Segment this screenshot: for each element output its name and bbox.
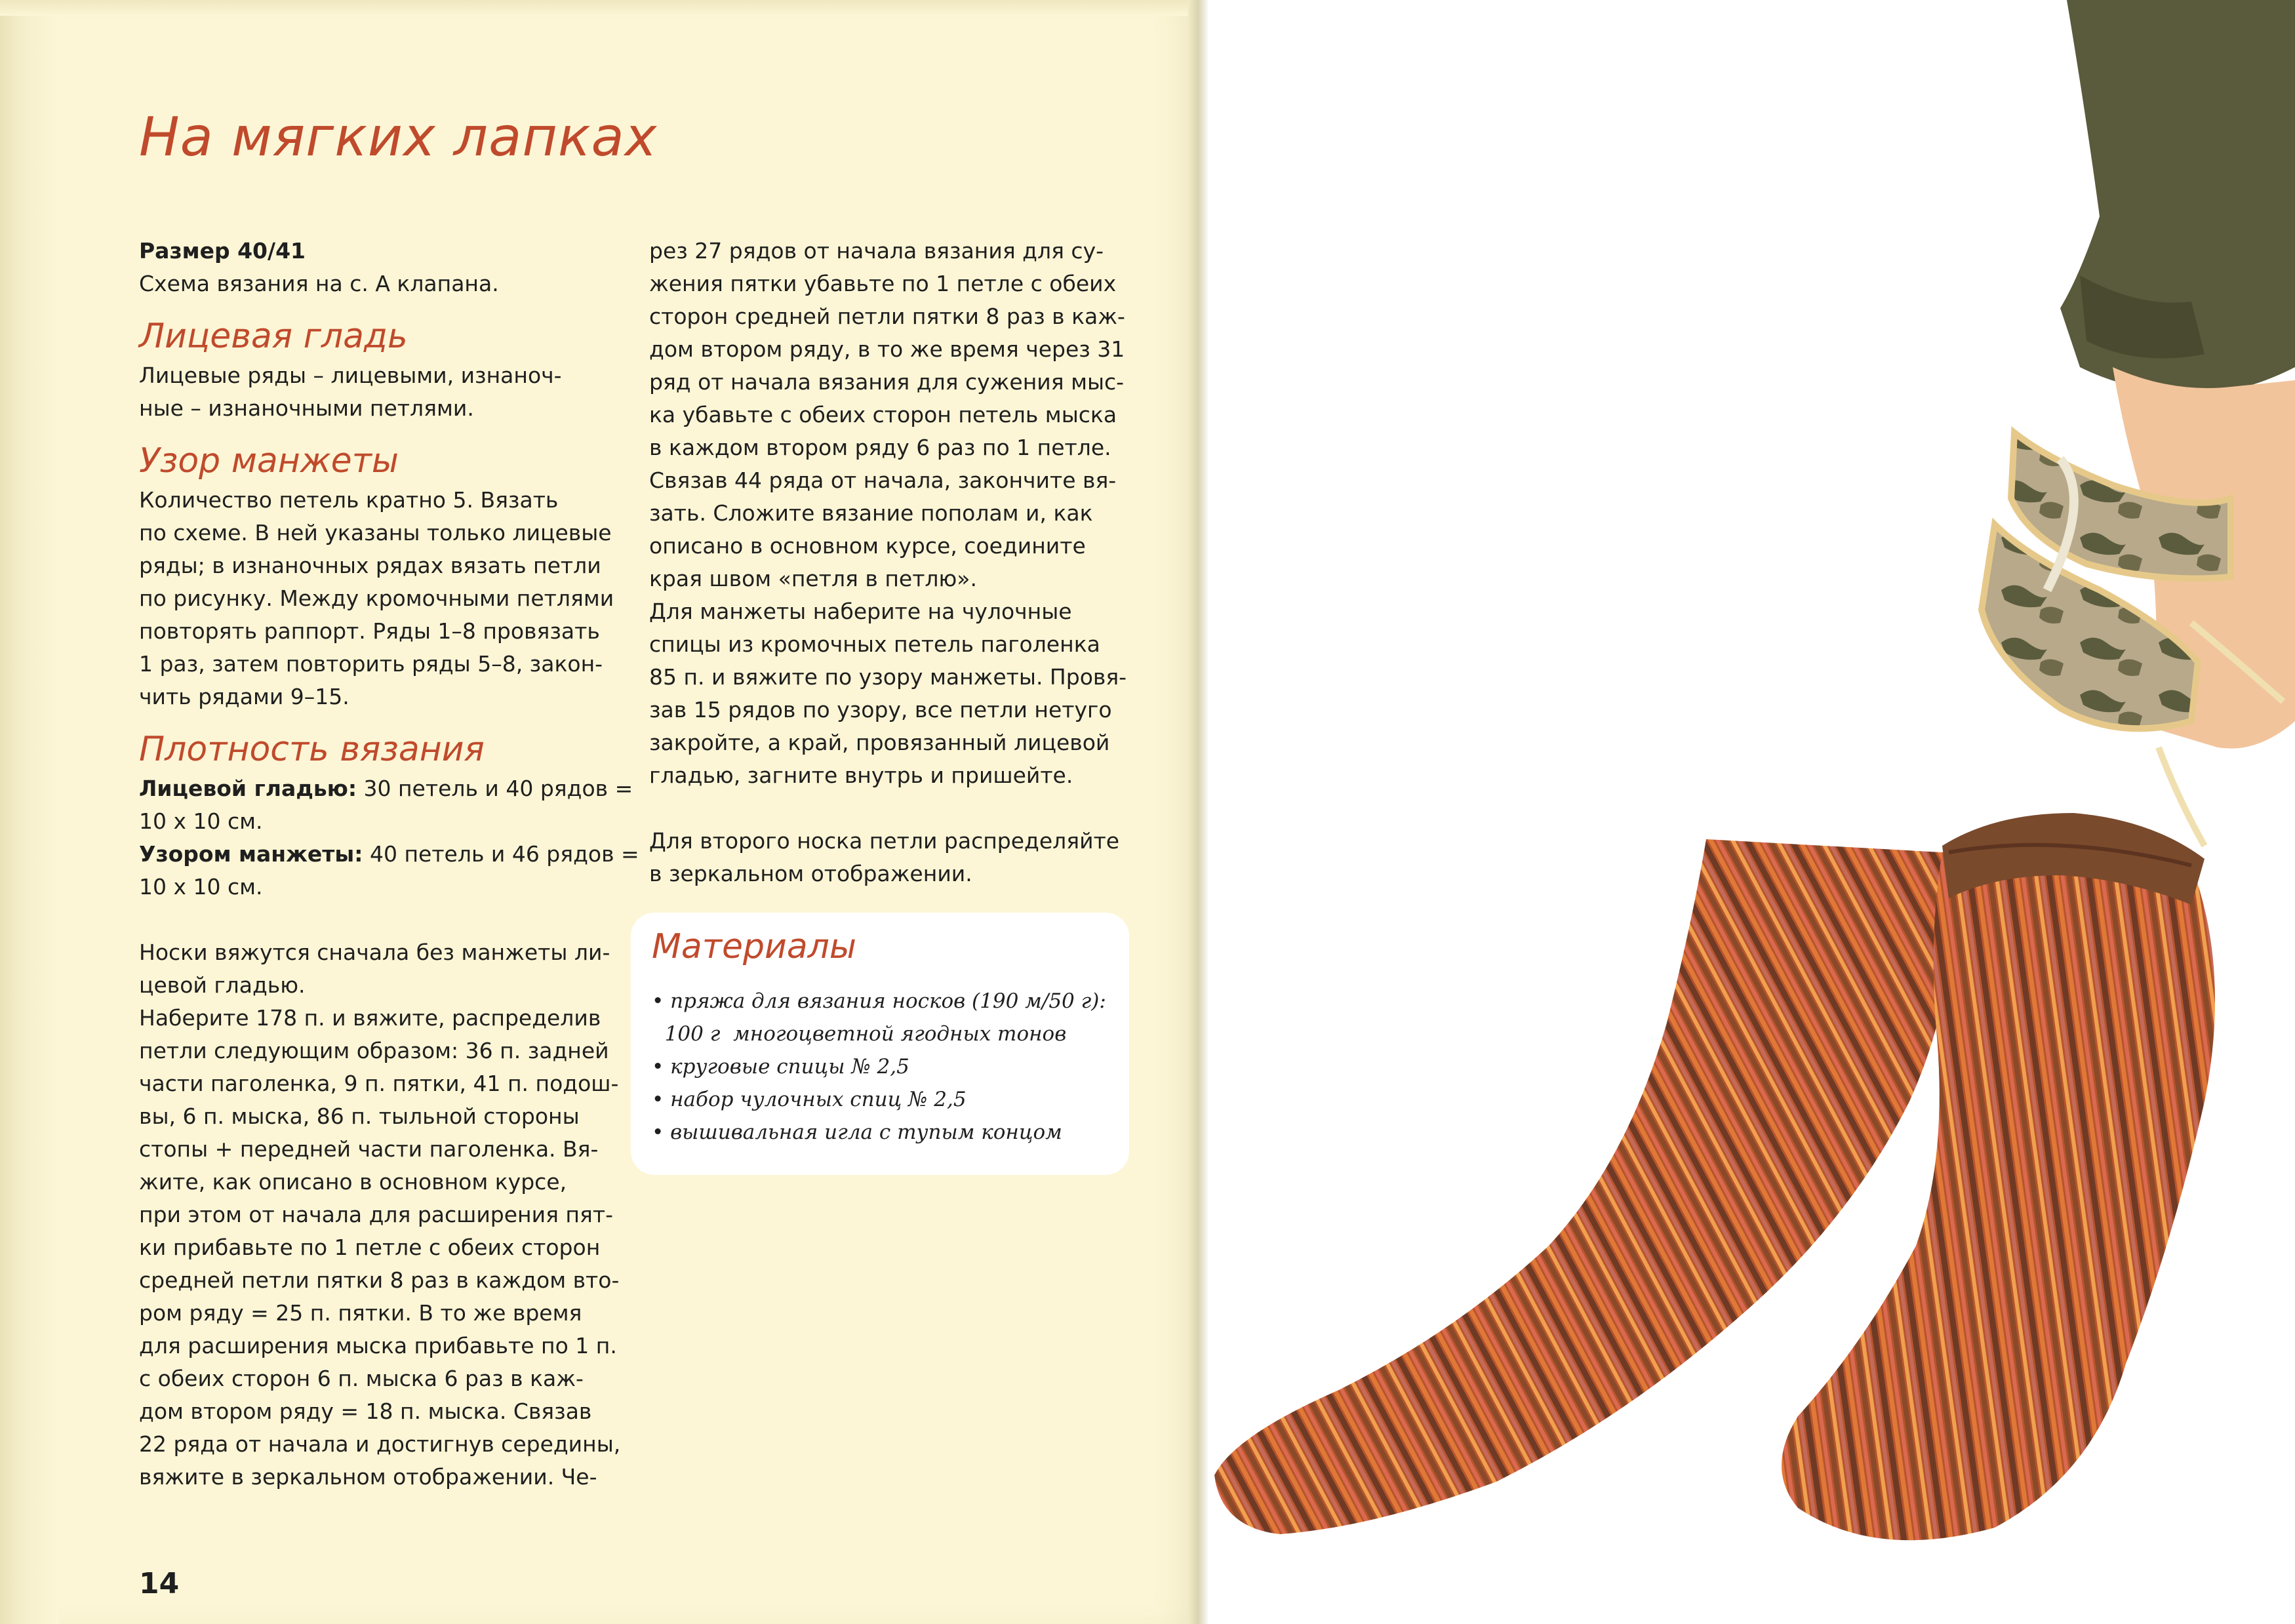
body-line: цевой гладью. xyxy=(139,972,306,998)
gauge-heading: Плотность вязания xyxy=(139,730,485,769)
gauge-stockinette-label: Лицевой гладью: xyxy=(139,776,357,801)
paragraph-gap xyxy=(649,792,1121,825)
body-line: края швом «петля в петлю». xyxy=(649,566,977,591)
gauge-stockinette xyxy=(139,772,633,805)
gauge-stockinette-value2: 10 x 10 см. xyxy=(139,808,263,834)
cuff-pattern-line: по схеме. В ней указаны только лицевые xyxy=(139,520,612,545)
materials-item: • круговые спицы № 2,5 xyxy=(652,1055,909,1079)
body-line: закройте, а край, провязанный лицевой xyxy=(649,730,1110,755)
stockinette-line: Лицевые ряды – лицевыми, изнаноч- xyxy=(139,363,562,388)
scheme-note: Схема вязания на с. А клапана. xyxy=(139,271,499,296)
body-line: ки прибавьте по 1 петле с обеих сторон xyxy=(139,1235,601,1260)
body-line: гладью, загните внутрь и пришейте. xyxy=(649,762,1073,788)
body-line: части паголенка, 9 п. пятки, 41 п. подош- xyxy=(139,1071,619,1096)
body-line: Наберите 178 п. и вяжите, распределив xyxy=(139,1005,601,1031)
body-line: дом втором ряду, в то же время через 31 xyxy=(649,336,1125,362)
cuff-pattern-line: 1 раз, затем повторить ряды 5–8, закон- xyxy=(139,651,603,677)
body-line: при этом от начала для расширения пят- xyxy=(139,1202,613,1227)
body-line: описано в основном курсе, соедините xyxy=(649,533,1086,559)
page-title: На мягких лапках xyxy=(139,106,658,168)
cuff-pattern-line: повторять раппорт. Ряды 1–8 провязать xyxy=(139,618,600,644)
gauge-cuff-label: Узором манжеты: xyxy=(139,841,363,867)
body-line: в зеркальном отображении. xyxy=(649,861,972,886)
body-line: ряд от начала вязания для сужения мыс- xyxy=(649,369,1125,395)
body-line: жите, как описано в основном курсе, xyxy=(139,1169,567,1195)
body-line: жения пятки убавьте по 1 петле с обеих xyxy=(649,271,1117,296)
page-number: 14 xyxy=(139,1567,180,1600)
body-line: спицы из кромочных петель паголенка xyxy=(649,631,1100,657)
body-line: в каждом втором ряду 6 раз по 1 петле. xyxy=(649,435,1111,460)
body-line: ка убавьте с обеих сторон петель мыска xyxy=(649,402,1117,427)
materials-item: • вышивальная игла с тупым концом xyxy=(652,1120,1062,1144)
socks-photo xyxy=(1208,0,2295,1624)
body-line: 85 п. и вяжите по узору манжеты. Провя- xyxy=(649,664,1127,690)
body-line: средней петли пятки 8 раз в каждом вто- xyxy=(139,1267,620,1293)
stockinette-line: ные – изнаночными петлями. xyxy=(139,395,474,421)
page-edge xyxy=(0,0,59,1624)
cuff-pattern-line: Количество петель кратно 5. Вязать xyxy=(139,487,559,513)
size-label: Размер 40/41 xyxy=(139,238,306,264)
body-line: зать. Сложите вязание пополам и, как xyxy=(649,500,1093,526)
left-text-column xyxy=(139,235,639,1494)
materials-item: • набор чулочных спиц № 2,5 xyxy=(652,1088,967,1111)
stockinette-heading: Лицевая гладь xyxy=(139,317,408,356)
gauge-cuff-value: 40 петель и 46 рядов = xyxy=(363,841,639,867)
body-line: Для манжеты наберите на чулочные xyxy=(649,599,1072,624)
cuff-pattern-heading: Узор манжеты xyxy=(139,441,399,481)
body-line: вяжите в зеркальном отображении. Че- xyxy=(139,1464,597,1490)
paragraph-gap xyxy=(139,903,624,936)
gauge-cuff xyxy=(139,838,639,871)
body-line: дом втором ряду = 18 п. мыска. Связав xyxy=(139,1398,592,1424)
body-line: вы, 6 п. мыска, 86 п. тыльной стороны xyxy=(139,1103,580,1129)
body-line: Связав 44 ряда от начала, закончите вя- xyxy=(649,467,1117,493)
body-line: с обеих сторон 6 п. мыска 6 раз в каж- xyxy=(139,1366,584,1391)
materials-list xyxy=(652,985,1117,1149)
body-line: стопы + передней части паголенка. Вя- xyxy=(139,1136,599,1162)
materials-heading: Материалы xyxy=(652,927,856,966)
body-line: зав 15 рядов по узору, все петли нетугo xyxy=(649,697,1112,723)
body-line: для расширения мыска прибавьте по 1 п. xyxy=(139,1333,617,1358)
body-line: петли следующим образом: 36 п. задней xyxy=(139,1038,609,1063)
book-gutter xyxy=(1188,0,1208,1624)
body-line: 22 ряда от начала и достигнув середины, xyxy=(139,1431,621,1457)
cuff-pattern-line: чить рядами 9–15. xyxy=(139,684,349,709)
page-top-edge xyxy=(0,0,1200,16)
gauge-stockinette-value: 30 петель и 40 рядов = xyxy=(357,776,633,801)
cuff-pattern-line: ряды; в изнаночных рядах вязать петли xyxy=(139,553,601,578)
materials-item: • пряжа для вязания носков (190 м/50 г): xyxy=(652,989,1106,1013)
right-text-column xyxy=(649,235,1127,890)
materials-box xyxy=(631,913,1129,1175)
gauge-cuff-value2: 10 x 10 см. xyxy=(139,874,263,900)
cuff-pattern-line: по рисунку. Между кромочными петлями xyxy=(139,585,614,611)
body-line: Носки вяжутся сначала без манжеты ли- xyxy=(139,940,610,965)
body-line: Для второго носка петли распределяйте xyxy=(649,828,1120,854)
body-line: рез 27 рядов от начала вязания для су- xyxy=(649,238,1104,264)
materials-item: 100 г многоцветной ягодных тонов xyxy=(652,1022,1067,1046)
body-line: сторон средней петли пятки 8 раз в каж- xyxy=(649,304,1125,329)
body-line: ром ряду = 25 п. пятки. В то же время xyxy=(139,1300,582,1326)
